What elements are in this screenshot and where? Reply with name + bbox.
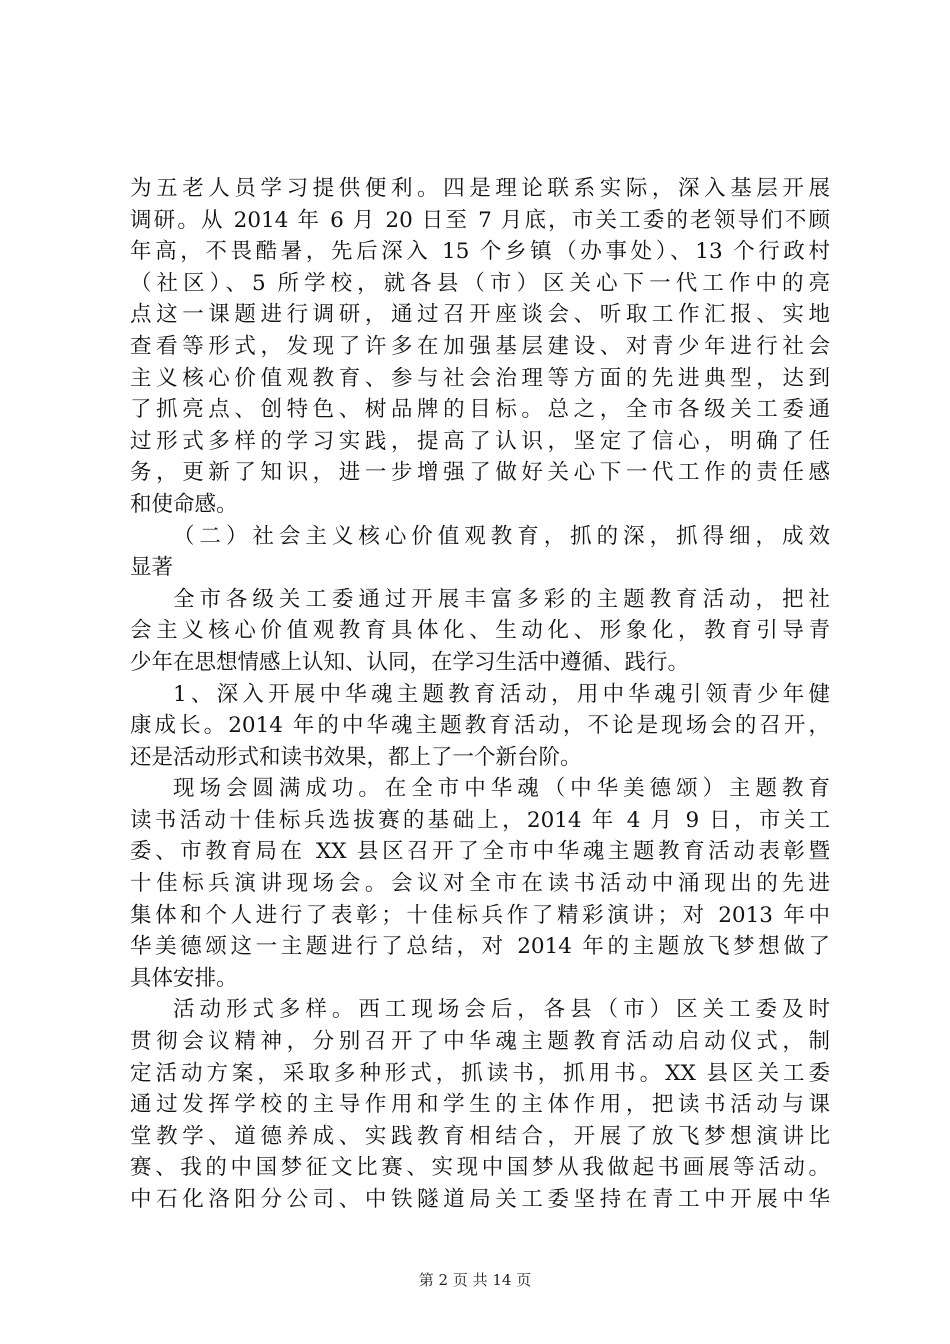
text-line: 康成长。2014 年的中华魂主题教育活动，不论是现场会的召开，	[130, 713, 830, 739]
text-line: 点这一课题进行调研，通过召开座谈会、听取工作汇报、实地	[130, 302, 830, 328]
text-line: 华美德颂这一主题进行了总结，对 2014 年的主题放飞梦想做了	[130, 934, 830, 960]
text-line: 通过发挥学校的主导作用和学生的主体作用，把读书活动与课	[130, 1092, 830, 1118]
text-line: 为五老人员学习提供便利。四是理论联系实际，深入基层开展	[130, 176, 830, 201]
text-line: 务，更新了知识，进一步增强了做好关心下一代工作的责任感	[130, 460, 830, 486]
text-line: 和使命感。	[130, 491, 238, 517]
text-line: （二）社会主义核心价值观教育，抓的深，抓得细，成效	[173, 523, 830, 549]
text-line: 具体安排。	[130, 965, 238, 991]
text-line: 定活动方案，采取多种形式，抓读书，抓用书。XX 县区关工委	[130, 1060, 830, 1086]
text-line: 贯彻会议精神，分别召开了中华魂主题教育活动启动仪式，制	[130, 1029, 830, 1055]
text-line: 少年在思想情感上认知、认同，在学习生活中遵循、践行。	[130, 649, 690, 675]
text-line: 集体和个人进行了表彰；十佳标兵作了精彩演讲；对 2013 年中	[130, 902, 830, 928]
body-text	[130, 173, 830, 1216]
text-line: 查看等形式，发现了许多在加强基层建设、对青少年进行社会	[130, 333, 830, 359]
text-line: 调研。从 2014 年 6 月 20 日至 7 月底，市关工委的老领导们不顾	[130, 207, 830, 233]
text-line: 读书活动十佳标兵选拔赛的基础上，2014 年 4 月 9 日，市关工	[130, 807, 830, 833]
text-line: 1、深入开展中华魂主题教育活动，用中华魂引领青少年健	[173, 681, 830, 707]
text-line: 委、市教育局在 XX 县区召开了全市中华魂主题教育活动表彰暨	[130, 839, 830, 865]
text-line: 过形式多样的学习实践，提高了认识，坚定了信心，明确了任	[130, 428, 830, 454]
text-line: （社区）、5 所学校，就各县（市）区关心下一代工作中的亮	[130, 270, 830, 296]
text-line: 年高，不畏酷暑，先后深入 15 个乡镇（办事处）、13 个行政村	[130, 239, 830, 265]
text-line: 活动形式多样。西工现场会后，各县（市）区关工委及时	[173, 997, 830, 1023]
text-line: 了抓亮点、创特色、树品牌的目标。总之，全市各级关工委通	[130, 397, 830, 423]
text-line: 会主义核心价值观教育具体化、生动化、形象化，教育引导青	[130, 618, 830, 644]
text-line: 赛、我的中国梦征文比赛、实现中国梦从我做起书画展等活动。	[130, 1155, 830, 1181]
text-line: 中石化洛阳分公司、中铁隧道局关工委坚持在青工中开展中华	[130, 1187, 830, 1212]
text-line: 全市各级关工委通过开展丰富多彩的主题教育活动，把社	[173, 586, 830, 612]
text-line: 还是活动形式和读书效果，都上了一个新台阶。	[130, 744, 582, 770]
text-line: 主义核心价值观教育、参与社会治理等方面的先进典型，达到	[130, 365, 830, 391]
text-line: 堂教学、道德养成、实践教育相结合，开展了放飞梦想演讲比	[130, 1123, 830, 1149]
text-line: 十佳标兵演讲现场会。会议对全市在读书活动中涌现出的先进	[130, 871, 830, 897]
text-line: 现场会圆满成功。在全市中华魂（中华美德颂）主题教育	[173, 776, 830, 802]
text-line: 显著	[130, 555, 174, 581]
page-footer: 第 2 页 共 14 页	[418, 1271, 532, 1289]
